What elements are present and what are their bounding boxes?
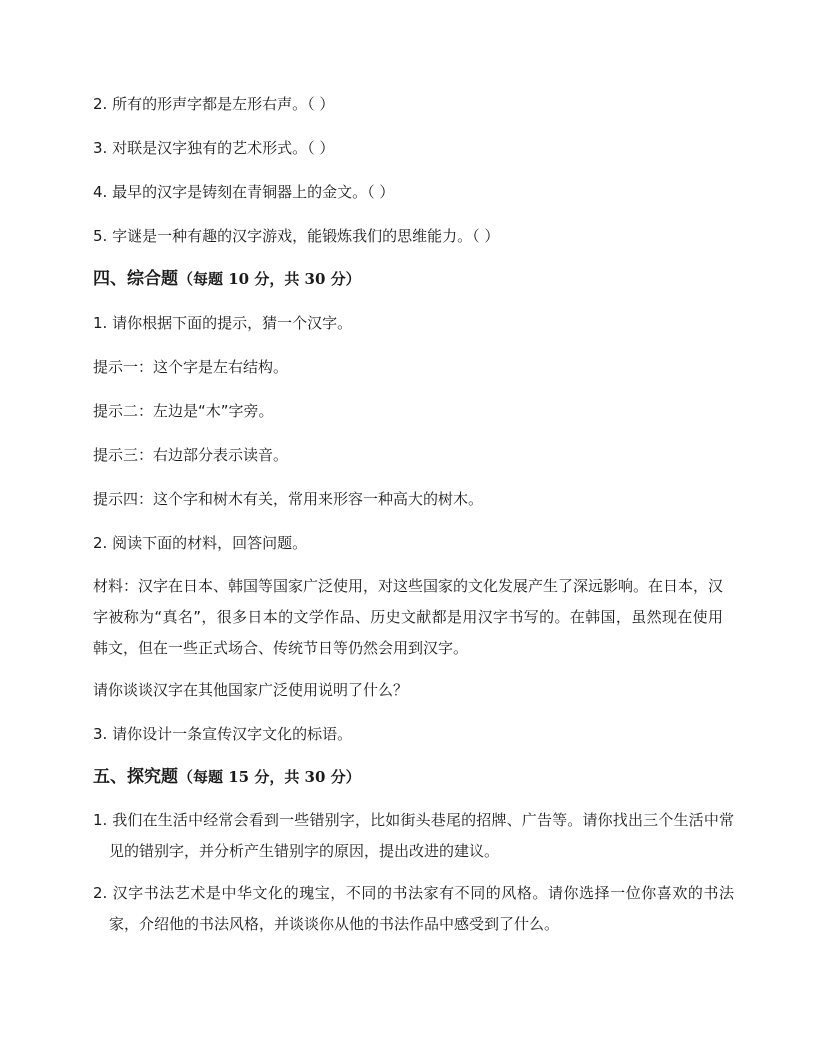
exam-page (93, 90, 733, 940)
hint-1: 提示一：这个字是左右结构。 (93, 358, 289, 376)
section-5-question-1: 1. 我们在生活中经常会看到一些错别字，比如街头巷尾的招牌、广告等。请你找出三个生活中常见的错别字，并分析产生错别字的原因，提出改进的建议。 (93, 811, 734, 860)
hint-3: 提示三：右边部分表示读音。 (93, 446, 289, 464)
section-4-question-2: 2. 阅读下面的材料，回答问题。 (93, 534, 308, 552)
section-4-question-1: 1. 请你根据下面的提示，猜一个汉字。 (93, 314, 353, 332)
reading-material: 材料：汉字在日本、韩国等国家广泛使用，对这些国家的文化发展产生了深远影响。在日本，汉字被称为“真名”，很多日本的文学作品、历史文献都是用汉字书写的。在韩国，虽然现在使用韩文，但在一些正式场合、传统节日等仍然会用到汉字。 (93, 577, 724, 657)
judgement-question-4: 4. 最早的汉字是铸刻在青铜器上的金文。（ ） (93, 183, 395, 201)
section-4-heading (93, 267, 733, 291)
section-5-title: 五、探究题 (93, 767, 178, 787)
section-4-score: （每题 10 分，共 30 分） (178, 270, 361, 288)
section-5-score: （每题 15 分，共 30 分） (178, 768, 361, 786)
section-5-heading (93, 765, 733, 789)
judgement-question-3: 3. 对联是汉字独有的艺术形式。（ ） (93, 139, 335, 157)
section-4-question-3: 3. 请你设计一条宣传汉字文化的标语。 (93, 725, 353, 743)
hint-4: 提示四：这个字和树木有关，常用来形容一种高大的树木。 (93, 490, 484, 508)
section-5-question-2: 2. 汉字书法艺术是中华文化的瑰宝，不同的书法家有不同的风格。请你选择一位你喜欢的书法家，介绍他的书法风格，并谈谈你从他的书法作品中感受到了什么。 (93, 884, 734, 933)
judgement-question-5: 5. 字谜是一种有趣的汉字游戏，能锻炼我们的思维能力。（ ） (93, 227, 500, 245)
section-4-title: 四、综合题 (93, 269, 178, 289)
judgement-question-2: 2. 所有的形声字都是左形右声。（ ） (93, 95, 335, 113)
material-question: 请你谈谈汉字在其他国家广泛使用说明了什么？ (93, 681, 409, 699)
hint-2: 提示二：左边是“木”字旁。 (93, 402, 274, 420)
